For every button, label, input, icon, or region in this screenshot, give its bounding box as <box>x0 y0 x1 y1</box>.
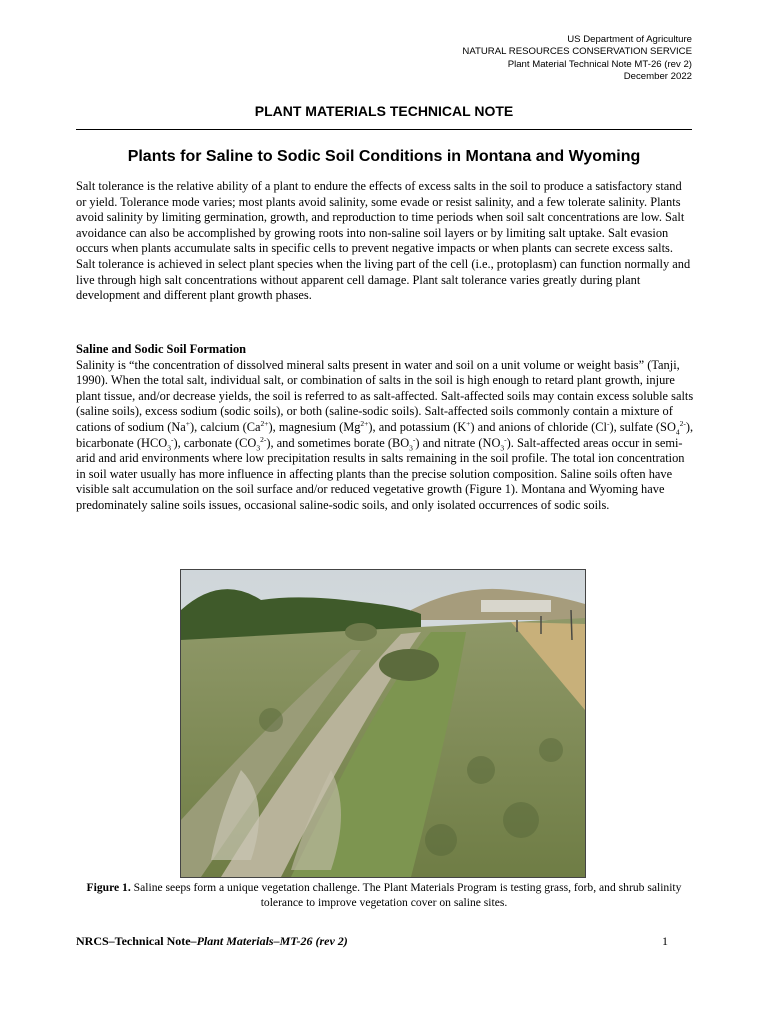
footer-prefix: NRCS–Technical Note– <box>76 934 197 948</box>
ion-superscript: + <box>466 418 471 428</box>
ion-superscript: 2+ <box>360 418 369 428</box>
page-number: 1 <box>662 934 668 948</box>
saline-seep-photo <box>180 569 586 878</box>
header-line-note-id: Plant Material Technical Note MT-26 (rev 2) <box>507 58 692 70</box>
ion-superscript: 2+ <box>260 418 269 428</box>
section-text: ), magnesium (Mg <box>268 419 361 434</box>
section-text: ) and anions of chloride (Cl <box>470 419 607 434</box>
header-line-service: NATURAL RESOURCES CONSERVATION SERVICE <box>462 46 692 58</box>
ion-superscript: + <box>185 418 191 428</box>
header-line-agency: US Department of Agriculture <box>567 34 692 45</box>
figure-label: Figure 1. <box>86 881 131 894</box>
title-divider <box>76 129 692 130</box>
section-text: ), carbonate (CO <box>173 435 257 450</box>
ion-superscript: 2- <box>260 434 267 444</box>
ion-superscript: - <box>412 434 416 444</box>
section-text: Salinity is “the concentration of dissolved mineral salts present in water and soil on a unit volume or weight basis” (Tanji, 1990). When the total salt, individual salt, or combination of salts in the soil is high enough to retard plant growth, injure plant tissue, and/or decrease yields, the soil is referred to as salt-affected. Salt-affected soils may contain excess soluble salts (saline soils), excess sodium (sodic soils), or both (saline-sodic soils). Salt-affected soils commonly contain a mixture of cations of sodium (Na <box>76 357 694 434</box>
ion-superscript: - <box>170 434 174 444</box>
section-text: ), and sometimes borate (BO <box>266 435 410 450</box>
ion-subscript: 4 <box>675 427 680 437</box>
technical-note-title: PLANT MATERIALS TECHNICAL NOTE <box>254 103 514 119</box>
section-text: ) and nitrate (NO <box>415 435 501 450</box>
ion-superscript: - <box>606 418 610 428</box>
section-text: ), calcium (Ca <box>190 419 261 434</box>
section-text: ). Salt-affected areas occur in semi-arid and arid environments where low precipitation results in salts remaining in the soil profile. The total ion concentration in soil water usually has more influence in affecting plants than the precise solution composition. Saline soils often have visible salt accumulation on the soil surface and/or reduced vegetative growth (Figure 1). Montana and Wyoming have predominately saline soils issues, occasional saline-sodic soils, and only isolated occurrences of sodic soils. <box>76 435 685 512</box>
agency-header <box>462 34 692 83</box>
ion-subscript: 3 <box>256 443 261 453</box>
section-text: ), and potassium (K <box>368 419 467 434</box>
figure-caption-text: Saline seeps form a unique vegetation challenge. The Plant Materials Program is testing grass, forb, and shrub salinity tolerance to improve vegetation cover on saline sites. <box>130 881 682 909</box>
ion-subscript: 3 <box>167 443 171 453</box>
section-text: ), sulfate (SO <box>609 419 676 434</box>
footer-document-id <box>76 934 348 949</box>
ion-subscript: 3 <box>500 443 505 453</box>
section-heading: Saline and Sodic Soil Formation <box>76 342 247 356</box>
figure-caption <box>76 880 692 910</box>
section-text: ), bicarbonate (HCO <box>76 419 694 450</box>
document-title: Plants for Saline to Sodic Soil Conditions in Montana and Wyoming <box>127 148 641 165</box>
intro-paragraph: Salt tolerance is the relative ability of a plant to endure the effects of excess salts in the soil to produce a satisfactory stand or yield. Tolerance mode varies; most plants avoid salinity, some evade or resist salinity, and a few tolerate salinity. Plants avoid salinity by limiting germination, growth, and reproduction to time periods when soil salt concentrations are low. Salt avoidance can also be accomplished by growing roots into non-saline soil layers or by limiting salt uptake. Salt evasion occurs when plants accumulate salts in specific cells to prevent negative impacts or when plants can secrete excess salts. Salt tolerance is achieved in select plant species when the living part of the cell (i.e., protoplasm) can function normally and live through high salt concentrations without apparent cell damage. Plant salt tolerance varies greatly during plant development and different plant growth phases. <box>76 179 691 303</box>
ion-superscript: - <box>504 434 507 444</box>
footer-italic: Plant Materials–MT-26 (rev 2) <box>196 934 348 948</box>
ion-superscript: 2- <box>679 418 686 428</box>
ion-subscript: 3 <box>409 443 413 453</box>
saline-sodic-section <box>76 342 694 514</box>
header-line-date: December 2022 <box>623 70 692 82</box>
